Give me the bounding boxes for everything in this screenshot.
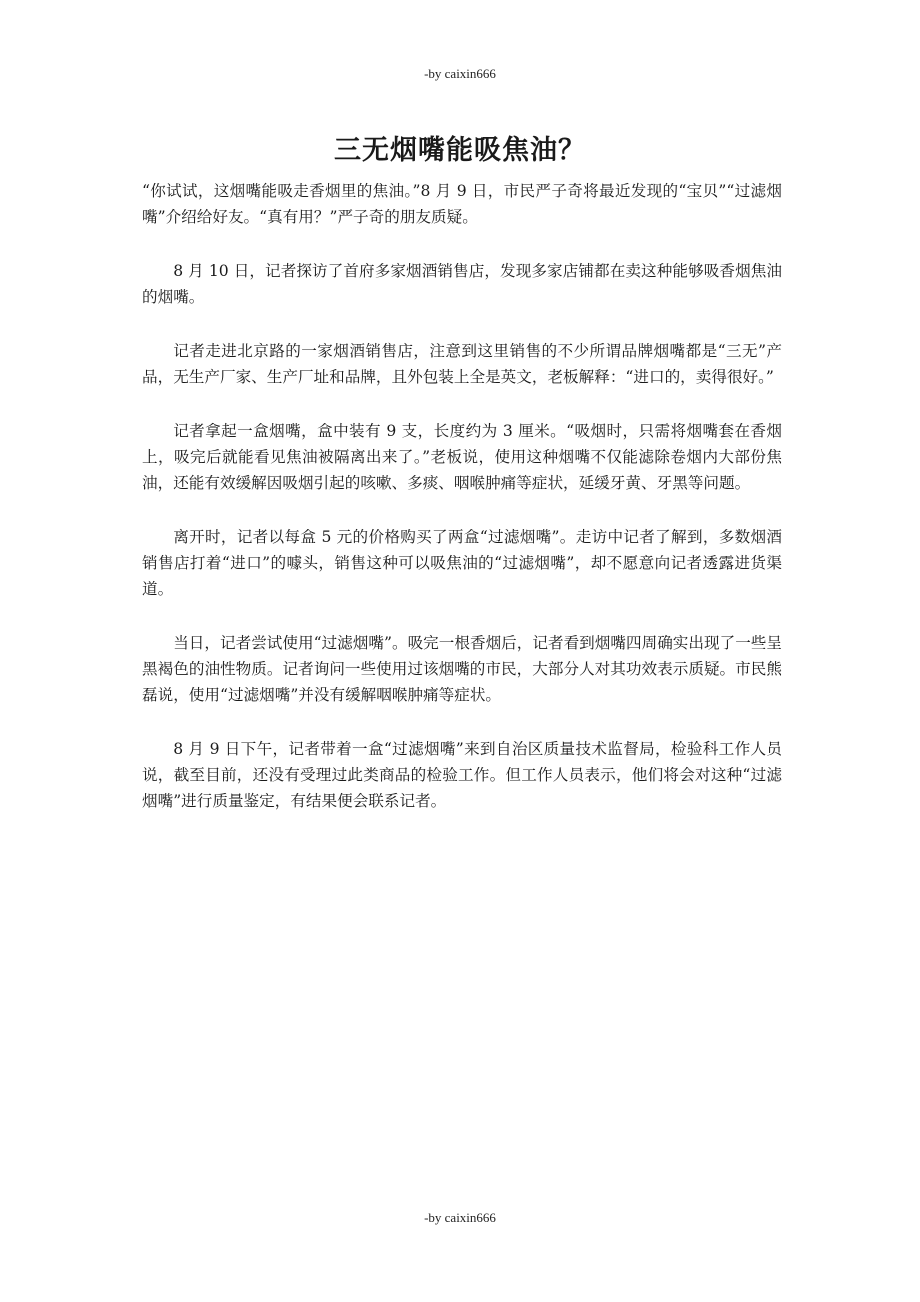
article-title: 三无烟嘴能吸焦油？ [334,135,586,166]
page-footer: -by caixin666 [424,1210,496,1225]
paragraph-2: 8 月 10 日，记者探访了首府多家烟酒销售店，发现多家店铺都在卖这种能够吸香烟焦油的烟嘴。 [142,262,782,306]
paragraph-7: 8 月 9 日下午，记者带着一盒“过滤烟嘴”来到自治区质量技术监督局，检验科工作人员说，截至目前，还没有受理过此类商品的检验工作。但工作人员表示，他们将会对这种“过滤烟嘴”进行质量鉴定，有结果便会联系记者。 [142,740,782,810]
paragraph-6: 当日，记者尝试使用“过滤烟嘴”。吸完一根香烟后，记者看到烟嘴四周确实出现了一些呈黑褐色的油性物质。记者询问一些使用过该烟嘴的市民，大部分人对其功效表示质疑。市民熊磊说，使用“过滤烟嘴”并没有缓解咽喉肿痛等症状。 [142,634,782,704]
paragraph-1: “你试试，这烟嘴能吸走香烟里的焦油。”8 月 9 日，市民严子奇将最近发现的“宝贝”“过滤烟嘴”介绍给好友。“真有用？”严子奇的朋友质疑。 [142,182,782,226]
paragraph-5: 离开时，记者以每盒 5 元的价格购买了两盒“过滤烟嘴”。走访中记者了解到，多数烟酒销售店打着“进口”的噱头，销售这种可以吸焦油的“过滤烟嘴”，却不愿意向记者透露进货渠道。 [142,528,782,598]
paragraph-3: 记者走进北京路的一家烟酒销售店，注意到这里销售的不少所谓品牌烟嘴都是“三无”产品，无生产厂家、生产厂址和品牌，且外包装上全是英文，老板解释：“进口的，卖得很好。” [142,342,782,386]
article-body [142,178,782,842]
paragraph-4: 记者拿起一盒烟嘴，盒中装有 9 支，长度约为 3 厘米。“吸烟时，只需将烟嘴套在香烟上，吸完后就能看见焦油被隔离出来了。”老板说，使用这种烟嘴不仅能滤除卷烟内大部份焦油，还能有效缓解因吸烟引起的咳嗽、多痰、咽喉肿痛等症状，延缓牙黄、牙黑等问题。 [142,422,782,492]
page-header: -by caixin666 [424,66,496,81]
